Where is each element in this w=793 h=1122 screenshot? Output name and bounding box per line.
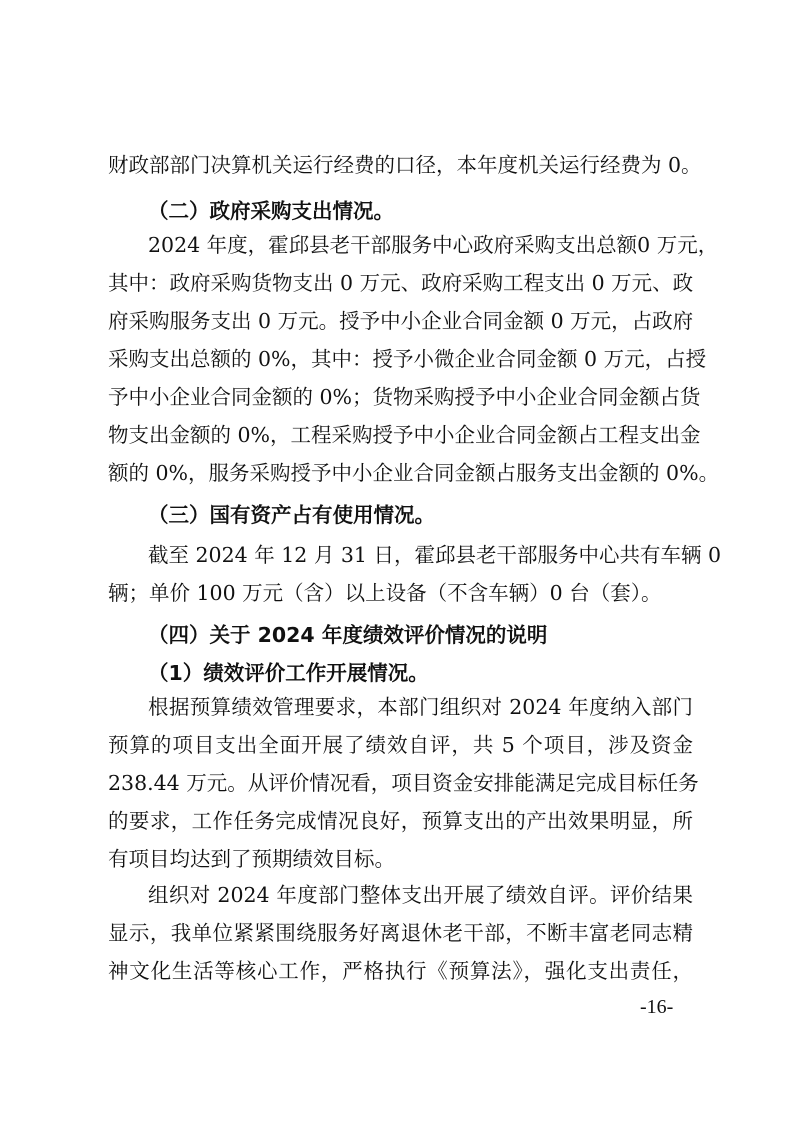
paragraph-line: 根据预算绩效管理要求，本部门组织对 2024 年度纳入部门 (148, 695, 693, 719)
paragraph-line: 的要求，工作任务完成情况良好，预算支出的产出效果明显，所 (108, 809, 693, 833)
section-heading-assets: （三）国有资产占有使用情况。 (148, 503, 435, 527)
paragraph-line: 组织对 2024 年度部门整体支出开展了绩效自评。评价结果 (148, 883, 693, 907)
paragraph-line: 府采购服务支出 0 万元。授予中小企业合同金额 0 万元，占政府 (108, 309, 694, 333)
paragraph-line: 予中小企业合同金额的 0%；货物采购授予中小企业合同金额占货 (108, 385, 701, 409)
paragraph-line: 238.44 万元。从评价情况看，项目资金安排能满足完成目标任务 (108, 771, 699, 795)
paragraph-line: 显示，我单位紧紧围绕服务好离退休老干部，不断丰富老同志精 (108, 921, 693, 945)
paragraph-line: 有项目均达到了预期绩效目标。 (108, 847, 395, 871)
paragraph-line: 截至 2024 年 12 月 31 日，霍邱县老干部服务中心共有车辆 0 (148, 543, 721, 567)
paragraph-line: 2024 年度，霍邱县老干部服务中心政府采购支出总额0 万元， (148, 233, 719, 257)
paragraph-line: 神文化生活等核心工作，严格执行《预算法》，强化支出责任， (108, 959, 693, 983)
paragraph-line: 财政部部门决算机关运行经费的口径，本年度机关运行经费为 0。 (108, 153, 702, 177)
subsection-heading-evaluation: （1）绩效评价工作开展情况。 (148, 661, 429, 685)
page-number: -16- (640, 996, 674, 1018)
paragraph-line: 采购支出总额的 0%，其中：授予小微企业合同金额 0 万元，占授 (108, 347, 707, 371)
paragraph-line: 预算的项目支出全面开展了绩效自评，共 5 个项目，涉及资金 (108, 733, 693, 757)
section-heading-procurement: （二）政府采购支出情况。 (148, 199, 394, 223)
paragraph-line: 物支出金额的 0%，工程采购授予中小企业合同金额占工程支出金 (108, 423, 701, 447)
paragraph-line: 辆；单价 100 万元（含）以上设备（不含车辆）0 台（套）。 (108, 581, 662, 605)
section-heading-performance: （四）关于 2024 年度绩效评价情况的说明 (148, 623, 548, 647)
paragraph-line: 其中：政府采购货物支出 0 万元、政府采购工程支出 0 万元、政 (108, 271, 694, 295)
paragraph-line: 额的 0%，服务采购授予中小企业合同金额占服务支出金额的 0%。 (108, 461, 720, 485)
